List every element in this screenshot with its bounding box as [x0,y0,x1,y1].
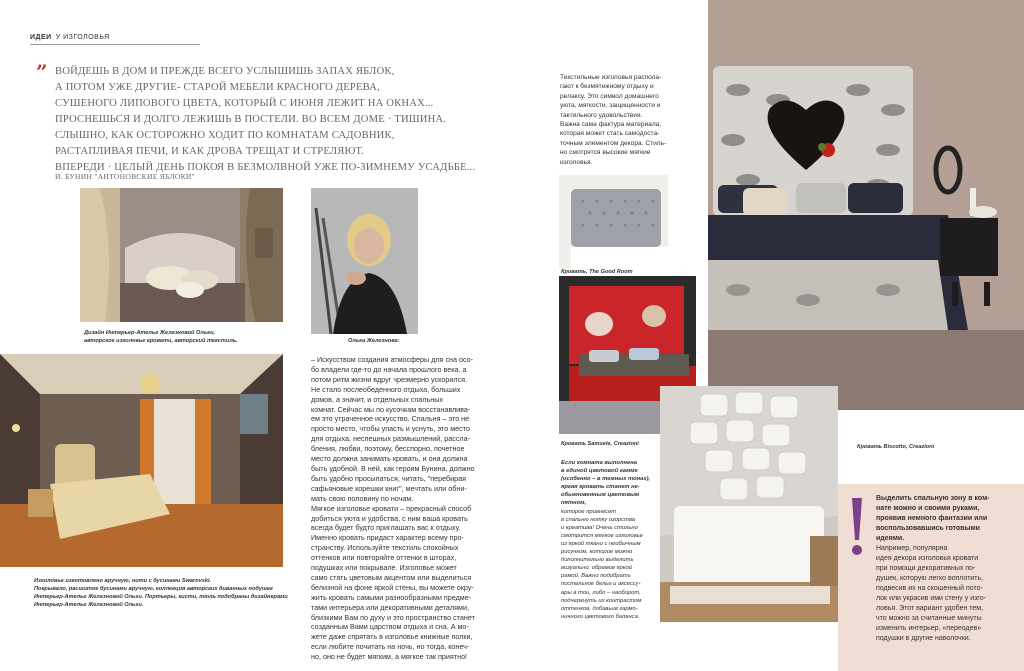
callout-line: лок или украсив ими стену у изго- [876,595,986,602]
article-line: комнат. Сейчас мы по кусочкам восстанавлива- [311,404,471,414]
right-text-line: Текстильные изголовья распола- [560,74,662,81]
callout-bold-line: проявив немного фантазии или [876,515,988,522]
right-text-line: релаксу. Это символ домашнего [560,92,659,100]
article-line: жить кровать самыми разнообразными предме- [311,592,472,602]
quote-mark-icon: ” [36,60,48,84]
callout-line: подушки в другие наволочки. [876,635,971,642]
note-line: визуально, обрамив яркой [561,565,633,572]
quote-line: ВОЙДЕШЬ В ДОМ И ПРЕЖДЕ ВСЕГО УСЛЫШИШЬ ЗАПАХ ЯБЛОК, [55,66,395,77]
note-line: оттенков, добавьив гармо- [561,605,638,612]
biscotto-caption: Кровать Biscotto, Creazioni [857,444,935,450]
caption-line: Интерьер-Ателье Железновой Ольги. Портьеры, кисти, тюль подобраны дизайнерами [34,594,288,600]
note-line: и креатива! Очень стильно [561,524,638,531]
note-line: в спальню нотку озорства [561,516,635,523]
header-divider [30,44,200,45]
right-text-line: которая может стать самодоста- [560,130,660,138]
photo-portrait [311,188,418,334]
photo-bedroom-chandelier [0,354,283,567]
caption-line: авторское изголовье кровати, авторский текстиль. [84,338,238,344]
article-line: – Искусством создания атмосферы для сна осо- [311,355,474,364]
epigraph-quote [55,64,475,176]
callout-bold-line: воспользовавшись готовыми [876,525,980,532]
callout-line: идея декора изголовья кровати [876,555,979,562]
quote-line: ВПЕРЕДИ · ЦЕЛЫЙ ДЕНЬ ПОКОЯ В БЕЗМОЛВНОЙ УЖЕ ПО-ЗИМНЕМУ УСАДЬБЕ... [55,162,476,173]
photo3-caption [34,577,304,609]
article-line: добиться уюта и удобства, с ним ваша кровать [311,513,468,523]
quote-line: РАСТАПЛИВАЯ ПЕЧИ, И КАК ДРОВА ТРЕЩАТ И СТРЕЛЯЮТ. [55,146,364,157]
right-text-line: тактильного удовольствия. [560,111,643,119]
samuele-caption: Кровать Samuele, Creazioni [561,441,639,447]
note-line: рамой. Важно подобрать [561,573,631,580]
article-line: если любите почитать на ночь, но тогда, конеч- [311,642,470,652]
quote-line: СУШЕНОГО ЛИПОВОГО ЦВЕТА, КОТОРЫЙ С ИЮНЯ ЛЕЖИТ НА ОКНАХ... [55,98,434,109]
photo-bedroom-curtains [80,188,283,322]
callout-line: ловья. Этот вариант удобен тем, [876,605,984,612]
right-text-line: уюта, мягкости, защищенности и [560,102,661,110]
callout-bold-line: нате можно и своими руками, [876,505,980,512]
callout-line: при помощи декоративных по- [876,565,976,572]
article-line: тами интерьера или декоративными деталями, [311,602,469,612]
article-line: потом ритм жизни вдруг чрезмерно ускорился. [311,374,468,384]
article-line: близкими Вам по духу и это пространство станет [311,612,475,622]
article-line: бо владели где-то до начала прошлого века, а [311,364,467,374]
note-bold-line: в единой цветовой гамме [561,468,638,475]
portrait-caption: Ольга Железнова: [348,338,400,344]
callout-line: что можно за считанные минуты [876,615,982,622]
article-line: странству. Используйте текстиль спокойных [311,543,459,553]
right-intro-text [560,73,700,167]
right-text-line: Важна сама фактура материала, [560,121,662,129]
quote-line: А ПОТОМ УЖЕ ДРУГИЕ- СТАРОЙ МЕБЕЛИ КРАСНОГО ДЕРЕВА, [55,82,380,93]
note-line: подчеркнуть их контрастом [561,597,642,604]
note-bold-line: яркая кровать станет не- [561,484,640,491]
article-line: но, оно не будет мягким, а мягкое так приятно! [311,652,468,662]
section-label: ИДЕИ [30,34,52,41]
bright-bed-note [561,459,661,621]
tip-callout-heading [876,494,1016,544]
photo-good-room-bed [559,175,668,269]
article-line: жете даже спрятать в изголовье книжные полки, [311,632,473,642]
article-line: всегда будет будто приглашать вас к отдыху. [311,523,461,533]
photo1-caption [84,329,284,345]
note-line: ары в тон, либо – наоборот, [561,589,641,596]
article-line: домов, а значит, и отдельных спальных [311,394,443,404]
caption-line: Покрывало, расшитое бусинами вручную, коллекция авторских диванных подушек [34,586,273,592]
callout-line: изменить интерьер, «переодев» [876,625,982,632]
article-line: мать свою половину по ночам. [311,493,414,503]
quote-author: И. БУНИН "АНТОНОВСКИЕ ЯБЛОКИ" [55,172,195,181]
callout-bold-line: идеями. [876,535,905,542]
article-line: созданным Вами царством отдыха и сна. А мо- [311,622,469,632]
article-line: быть удобной. В ней, как героям Бунина, должно [311,463,475,473]
article-line: оттенков или повторяйте оттенки в шторах, [311,553,457,563]
callout-line: душек, которую легко воплотить, [876,575,984,582]
note-line: которое привнесет [561,508,617,515]
photo-biscotto-bed [708,0,1024,410]
article-line: ем это утраченное искусство. Спальня – это не [311,414,470,424]
article-line: белизной на фоне яркой стены, вы можете окру- [311,582,474,592]
article-line: подушках или покрывале. Изголовье может [311,563,457,573]
caption-line: Интерьер-Ателье Железновой Ольги. [34,602,144,608]
tip-callout-text [876,544,1016,644]
article-line: само стать цветовым акцентом или выделиться [311,572,472,582]
good-room-caption: Кровать, The Good Room [561,269,633,275]
right-text-line: но смотрятся высокие мягкие [560,149,651,157]
right-text-line: точным элементом декора. Стиль- [560,139,667,147]
callout-line: подвесив их на скошенный пото- [876,585,983,592]
article-line: бления, любви, поэтому, бесспорно, почетное [311,444,465,454]
callout-line: Например, популярна [876,545,948,552]
article-line: просто место, чтобы упасть и уснуть, это место [311,424,470,434]
note-line: из яркой ткани с необычным [561,540,641,547]
section-header [30,34,110,41]
article-line: для отдыха, неспешных размышлений, рассла- [311,434,471,444]
note-line: дополнительно выделить [561,557,634,564]
note-bold-line: обыкновенным цветовым [561,492,640,499]
note-line: рисунком, которое можно [561,549,633,556]
right-text-line: изголовья. [560,158,593,166]
right-text-line: гают к безмятежному отдыху и [560,83,654,91]
photo-white-pillows-bed [660,386,838,622]
caption-line: Дизайн Интерьер-Ателье Железновой Ольги, [84,330,216,336]
article-body [311,355,501,662]
exclamation-icon [850,496,864,556]
callout-bold-line: Выделить спальную зону в ком- [876,495,990,502]
note-line: ничного цветового баланса. [561,613,640,620]
article-line: сафьяновые корешки книг", мечтать или обни- [311,483,467,493]
article-line: место должна занимать кровать, и она должна [311,454,468,464]
caption-line: Изголовье изготовлено вручную, нити с бусинами Swarovski. [34,578,212,584]
article-line: Именно кровать придаст характер всему про- [311,533,464,543]
article-line: быть удобно просыпаться, читать, "перебирая [311,473,467,483]
note-bold-line: (особенно – в темных тонах), [561,476,651,483]
article-line: Мягкое изголовье кровати – прекрасный способ [311,503,472,513]
note-line: смотрится мягкое изголовье [561,532,644,539]
note-bold-line: пятном, [561,500,587,507]
topic-label: У ИЗГОЛОВЬЯ [55,34,110,41]
article-line: Не стало послеобеденного отдыха, больших [311,384,461,394]
note-line: постельное белье и аксессу- [561,581,641,588]
quote-line: СЛЫШНО, КАК ОСТОРОЖНО ХОДИТ ПО КОМНАТАМ САДОВНИК, [55,130,395,141]
quote-line: ПРОСНЕШЬСЯ И ДОЛГО ЛЕЖИШЬ В ПОСТЕЛИ. ВО ВСЕМ ДОМЕ · ТИШИНА. [55,114,447,125]
note-bold-line: Если комната выполнена [561,460,637,466]
